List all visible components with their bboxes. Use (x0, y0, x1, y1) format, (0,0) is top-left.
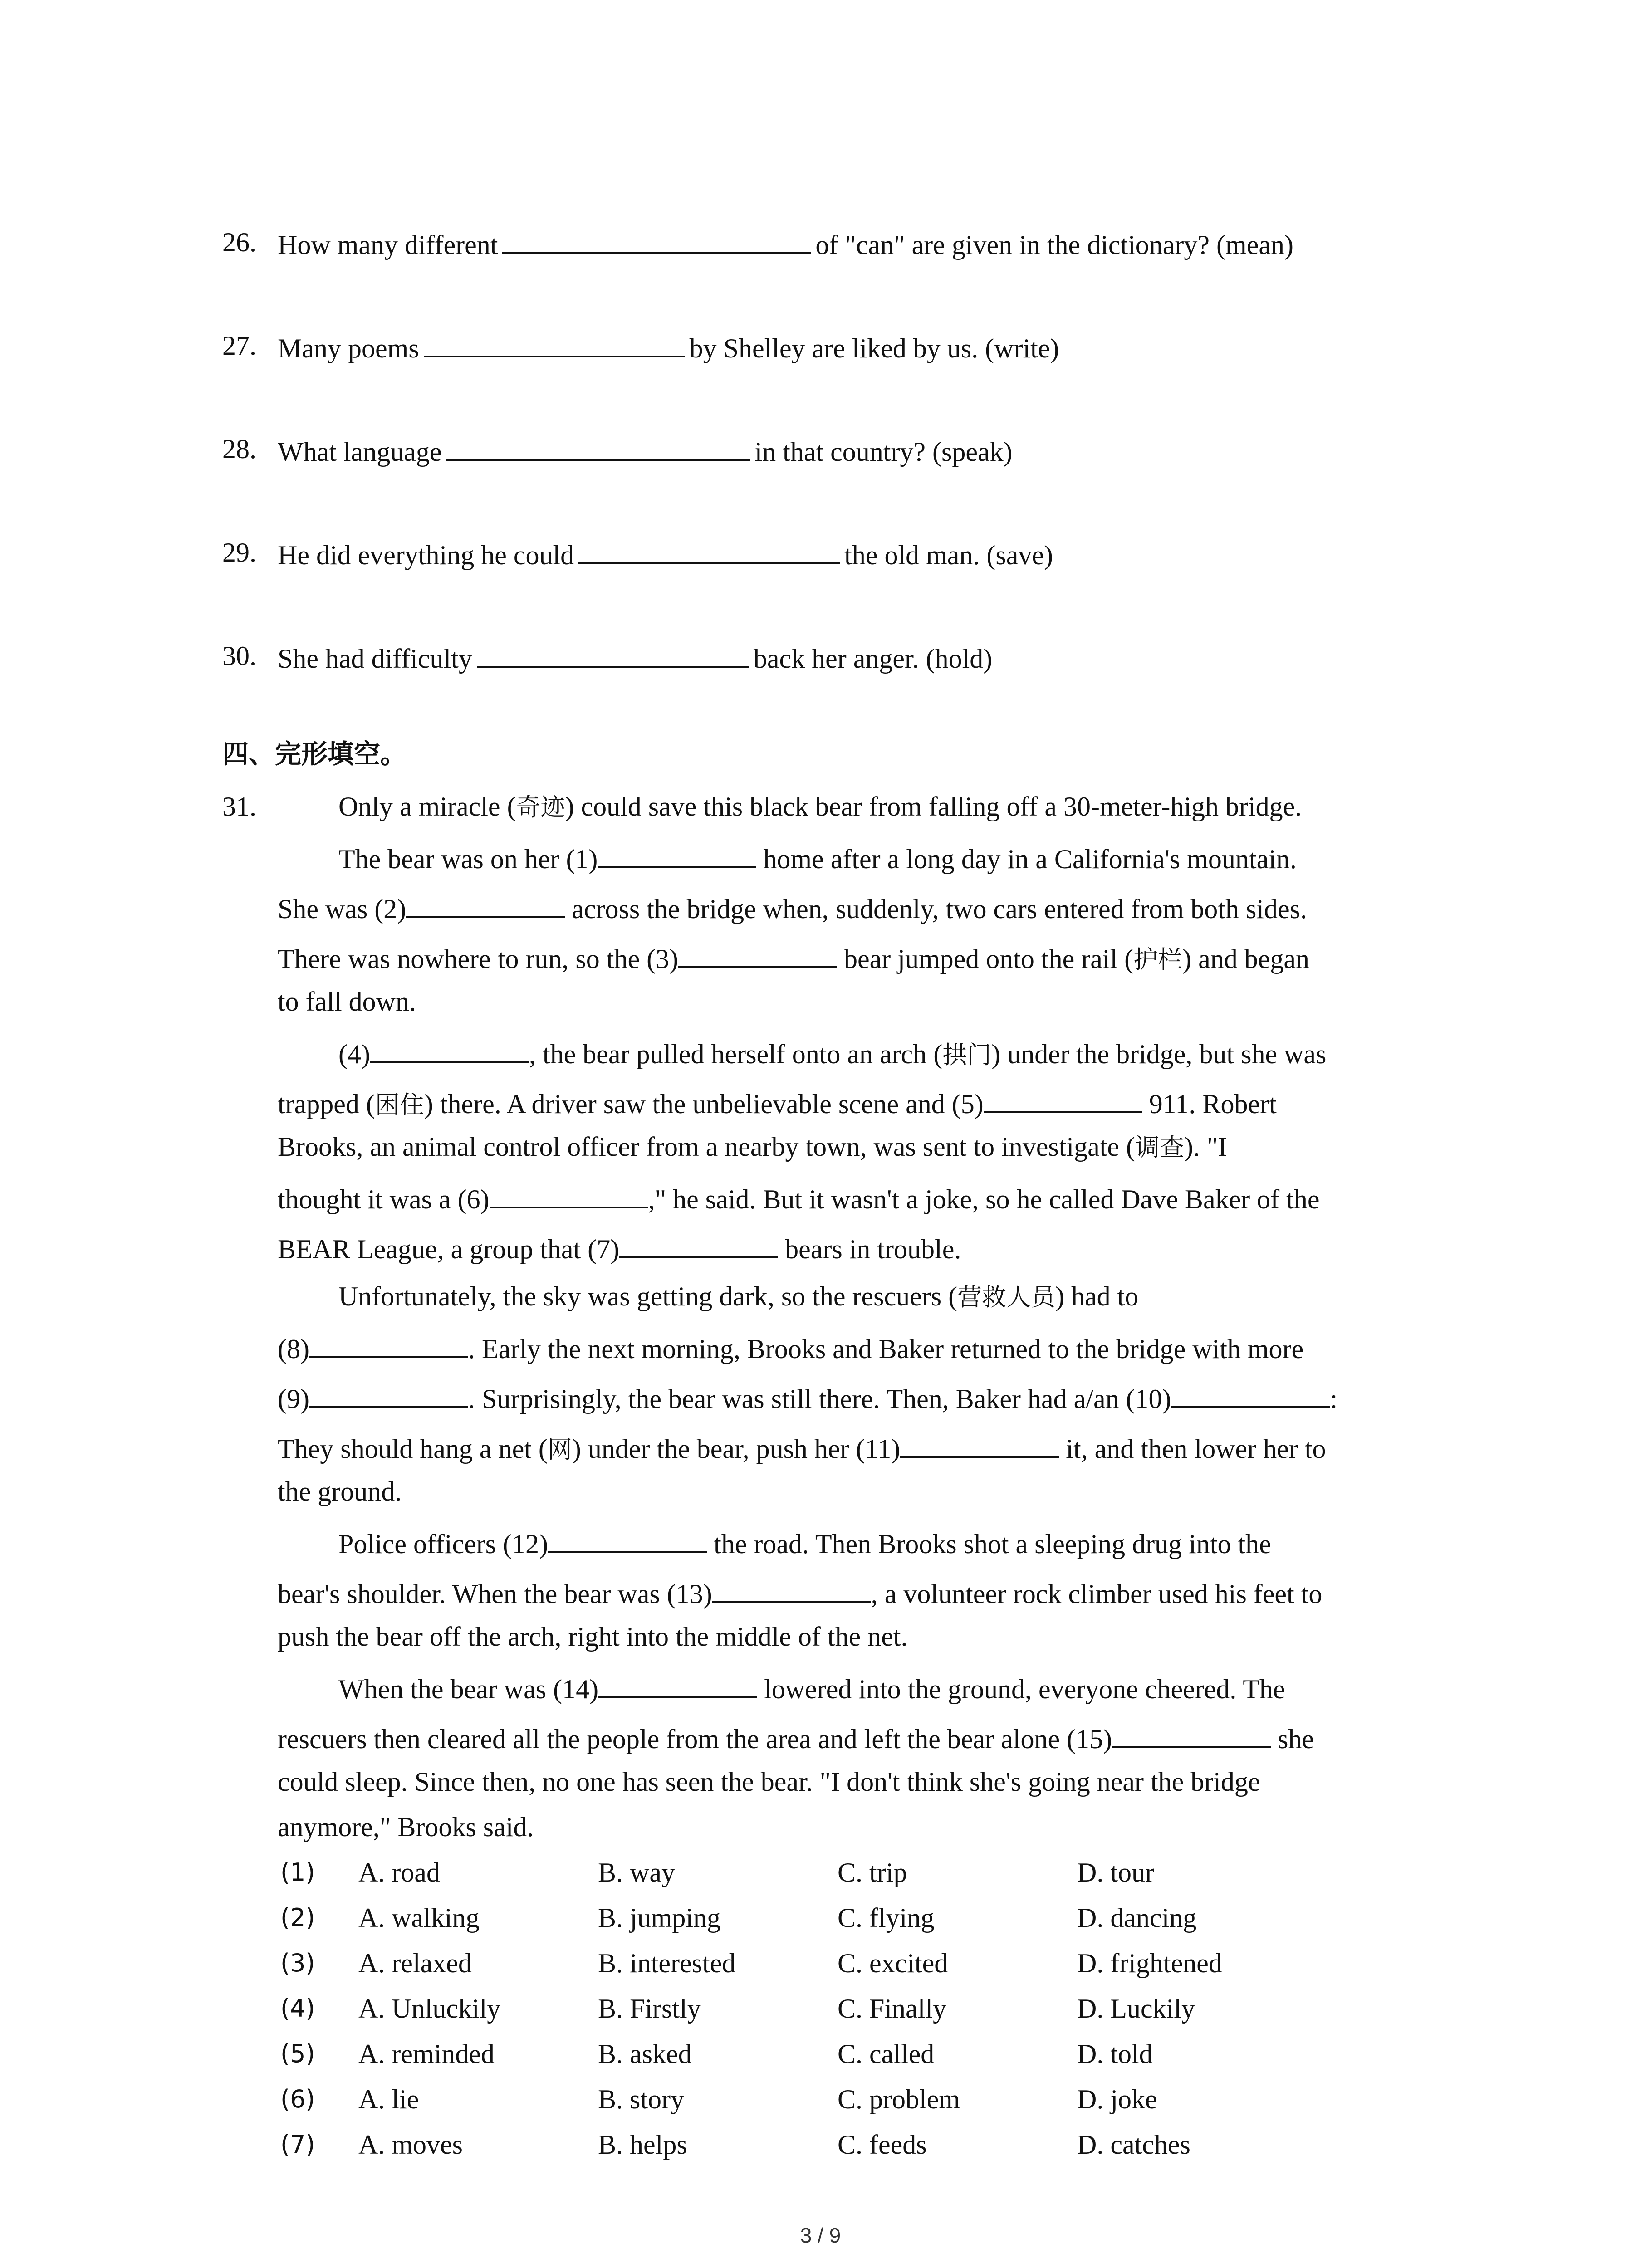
passage-text: . Early the next morning, Brooks and Baker returned to the bridge with more (468, 1334, 1304, 1364)
question-text-after: of "can" are given in the dictionary? (mean) (815, 230, 1293, 260)
question-text-before: He did everything he could (278, 540, 574, 570)
passage-text: The bear was on her (1) (338, 844, 598, 874)
passage-line (338, 1523, 1271, 1562)
section-title: 四、完形填空。 (222, 738, 407, 769)
passage-text: BEAR League, a group that (7) (278, 1234, 620, 1264)
cloze-blank[interactable] (678, 938, 837, 968)
chinese-gloss: 网 (547, 1435, 572, 1464)
chinese-gloss: 拱门 (942, 1041, 992, 1069)
passage-text: push the bear off the arch, right into the middle of the net. (278, 1622, 908, 1652)
passage-text: ) had to (1055, 1281, 1139, 1311)
question-text-after: back her anger. (hold) (753, 644, 993, 674)
question-number: 29. (222, 538, 256, 567)
option-choice-b[interactable]: B. interested (598, 1948, 736, 1978)
chinese-gloss: 奇迹 (516, 793, 565, 821)
option-choice-b[interactable]: B. asked (598, 2039, 692, 2069)
cloze-blank[interactable] (598, 1668, 757, 1698)
question-text-after: in that country? (speak) (754, 437, 1013, 467)
passage-text: trapped ( (278, 1089, 375, 1119)
passage-text: ) and began (1182, 944, 1310, 974)
passage-text: she (1271, 1724, 1314, 1754)
option-choice-d[interactable]: D. dancing (1077, 1903, 1197, 1933)
passage-line (338, 1033, 1326, 1073)
option-number: (2) (280, 1903, 315, 1932)
option-choice-a[interactable]: A. walking (358, 1903, 480, 1933)
passage-text: Police officers (12) (338, 1529, 549, 1559)
passage-text: bear's shoulder. When the bear was (13) (278, 1579, 712, 1609)
option-number: (1) (280, 1858, 315, 1887)
passage-text: , a volunteer rock climber used his feet to (871, 1579, 1323, 1609)
option-choice-a[interactable]: A. lie (358, 2084, 419, 2114)
passage-line (278, 938, 1309, 978)
passage-text: to fall down. (278, 987, 416, 1017)
passage-text: thought it was a (6) (278, 1184, 490, 1214)
passage-text: bears in trouble. (778, 1234, 961, 1264)
question-text (278, 534, 1053, 573)
passage-line (278, 983, 416, 1020)
passage-text: ). "I (1184, 1132, 1227, 1162)
option-choice-d[interactable]: D. Luckily (1077, 1994, 1195, 2024)
passage-text: it, and then lower her to (1059, 1434, 1326, 1464)
option-number: (7) (280, 2130, 315, 2159)
answer-blank[interactable] (477, 638, 749, 668)
option-choice-c[interactable]: C. excited (838, 1948, 948, 1978)
option-choice-c[interactable]: C. problem (838, 2084, 960, 2114)
passage-text: the ground. (278, 1476, 402, 1506)
answer-blank[interactable] (578, 534, 840, 564)
option-number: (6) (280, 2085, 315, 2113)
cloze-blank[interactable] (598, 838, 756, 868)
option-choice-d[interactable]: D. tour (1077, 1857, 1154, 1887)
passage-text: When the bear was (14) (338, 1674, 599, 1704)
option-choice-a[interactable]: A. moves (358, 2130, 463, 2160)
passage-text: She was (2) (278, 894, 407, 924)
option-choice-a[interactable]: A. Unluckily (358, 1994, 501, 2024)
passage-text: (8) (278, 1334, 309, 1364)
passage-text: They should hang a net ( (278, 1434, 548, 1464)
option-choice-c[interactable]: C. trip (838, 1857, 907, 1887)
question-text-before: She had difficulty (278, 644, 472, 674)
cloze-blank[interactable] (406, 888, 565, 918)
passage-line (338, 1278, 1138, 1315)
passage-line (278, 1428, 1326, 1468)
passage-line (278, 1573, 1322, 1612)
chinese-gloss: 困住 (375, 1090, 424, 1119)
question-number: 28. (222, 434, 256, 464)
question-text-after: by Shelley are liked by us. (write) (689, 333, 1059, 363)
passage-text: Brooks, an animal control officer from a nearby town, was sent to investigate ( (278, 1132, 1136, 1162)
passage-line (338, 788, 1302, 826)
passage-line (278, 1718, 1314, 1757)
passage-text: home after a long day in a California's mountain. (756, 844, 1297, 874)
cloze-blank[interactable] (900, 1428, 1059, 1458)
passage-line (278, 1473, 402, 1510)
passage-text: lowered into the ground, everyone cheered. The (757, 1674, 1285, 1704)
cloze-blank[interactable] (1112, 1718, 1271, 1748)
page-number: 3 / 9 (800, 2224, 841, 2247)
option-choice-d[interactable]: D. frightened (1077, 1948, 1222, 1978)
question-number: 27. (222, 331, 256, 361)
option-choice-d[interactable]: D. catches (1077, 2130, 1190, 2160)
passage-text: 911. Robert (1142, 1089, 1277, 1119)
option-choice-a[interactable]: A. relaxed (358, 1948, 472, 1978)
passage-text: . Surprisingly, the bear was still there. Then, Baker had a/an (10) (468, 1384, 1171, 1414)
passage-text: (9) (278, 1384, 309, 1414)
passage-text: ) could save this black bear from falling off a 30-meter-high bridge. (565, 792, 1302, 821)
passage-text: across the bridge when, suddenly, two cars entered from both sides. (565, 894, 1307, 924)
option-choice-b[interactable]: B. story (598, 2084, 685, 2114)
passage-text: ) under the bear, push her (11) (572, 1434, 901, 1464)
passage-line (338, 838, 1297, 877)
cloze-blank[interactable] (490, 1178, 648, 1208)
question-text-after: the old man. (save) (844, 540, 1053, 570)
question-text (278, 224, 1293, 263)
passage-line (278, 1809, 534, 1845)
passage-line (278, 1764, 1260, 1800)
question-text-before: Many poems (278, 333, 419, 363)
option-choice-c[interactable]: C. Finally (838, 1994, 947, 2024)
passage-text: There was nowhere to run, so the (3) (278, 944, 679, 974)
option-choice-d[interactable]: D. told (1077, 2039, 1153, 2069)
option-number: (4) (280, 1994, 315, 2023)
chinese-gloss: 营救人员 (957, 1283, 1056, 1311)
option-choice-a[interactable]: A. road (358, 1857, 440, 1887)
option-choice-b[interactable]: B. jumping (598, 1903, 721, 1933)
passage-line (278, 1178, 1319, 1217)
passage-text: : (1330, 1384, 1338, 1414)
option-choice-b[interactable]: B. helps (598, 2130, 687, 2160)
passage-text: bear jumped onto the rail ( (837, 944, 1134, 974)
option-choice-d[interactable]: D. joke (1077, 2084, 1157, 2114)
answer-blank[interactable] (502, 224, 811, 254)
passage-line (338, 1668, 1285, 1707)
option-choice-c[interactable]: C. flying (838, 1903, 935, 1933)
passage-text: could sleep. Since then, no one has seen the bear. "I don't think she's going near the bridge (278, 1767, 1260, 1797)
cloze-blank[interactable] (1171, 1378, 1330, 1408)
question-text (278, 327, 1059, 367)
cloze-blank[interactable] (309, 1378, 468, 1408)
passage-text: rescuers then cleared all the people from the area and left the bear alone (15) (278, 1724, 1112, 1754)
chinese-gloss: 调查 (1135, 1133, 1185, 1162)
passage-text: ," he said. But it wasn't a joke, so he called Dave Baker of the (648, 1184, 1320, 1214)
answer-blank[interactable] (424, 327, 685, 357)
passage-text: the road. Then Brooks shot a sleeping drug into the (707, 1529, 1271, 1559)
question-text-before: How many different (278, 230, 498, 260)
option-choice-c[interactable]: C. feeds (838, 2130, 927, 2160)
option-choice-c[interactable]: C. called (838, 2039, 935, 2069)
passage-text: Unfortunately, the sky was getting dark, so the rescuers ( (338, 1281, 958, 1311)
option-choice-a[interactable]: A. reminded (358, 2039, 495, 2069)
cloze-blank[interactable] (548, 1523, 707, 1553)
question-text (278, 431, 1013, 470)
passage-text: anymore," Brooks said. (278, 1812, 534, 1842)
question-number: 26. (222, 227, 256, 257)
passage-line (278, 1378, 1337, 1417)
question-number: 30. (222, 641, 256, 671)
chinese-gloss: 护栏 (1133, 945, 1183, 974)
passage-text: Only a miracle ( (338, 792, 516, 821)
question-text (278, 638, 992, 677)
passage-text: (4) (338, 1039, 370, 1069)
passage-text: ) there. A driver saw the unbelievable scene and (5) (424, 1089, 984, 1119)
passage-number: 31. (222, 792, 256, 821)
cloze-blank[interactable] (309, 1328, 468, 1358)
passage-line (278, 1228, 961, 1267)
passage-text: , the bear pulled herself onto an arch ( (529, 1039, 943, 1069)
passage-line (278, 1083, 1277, 1123)
question-text-before: What language (278, 437, 442, 467)
option-number: (5) (280, 2039, 315, 2068)
passage-line (278, 888, 1307, 927)
option-number: (3) (280, 1949, 315, 1977)
passage-line (278, 1618, 908, 1655)
passage-text: ) under the bridge, but she was (991, 1039, 1327, 1069)
cloze-blank[interactable] (619, 1228, 778, 1258)
option-choice-b[interactable]: B. Firstly (598, 1994, 701, 2024)
cloze-blank[interactable] (712, 1573, 871, 1603)
answer-blank[interactable] (446, 431, 750, 461)
passage-line (278, 1328, 1303, 1367)
cloze-blank[interactable] (984, 1083, 1142, 1113)
cloze-blank[interactable] (370, 1033, 529, 1063)
passage-line (278, 1129, 1227, 1166)
option-choice-b[interactable]: B. way (598, 1857, 675, 1887)
